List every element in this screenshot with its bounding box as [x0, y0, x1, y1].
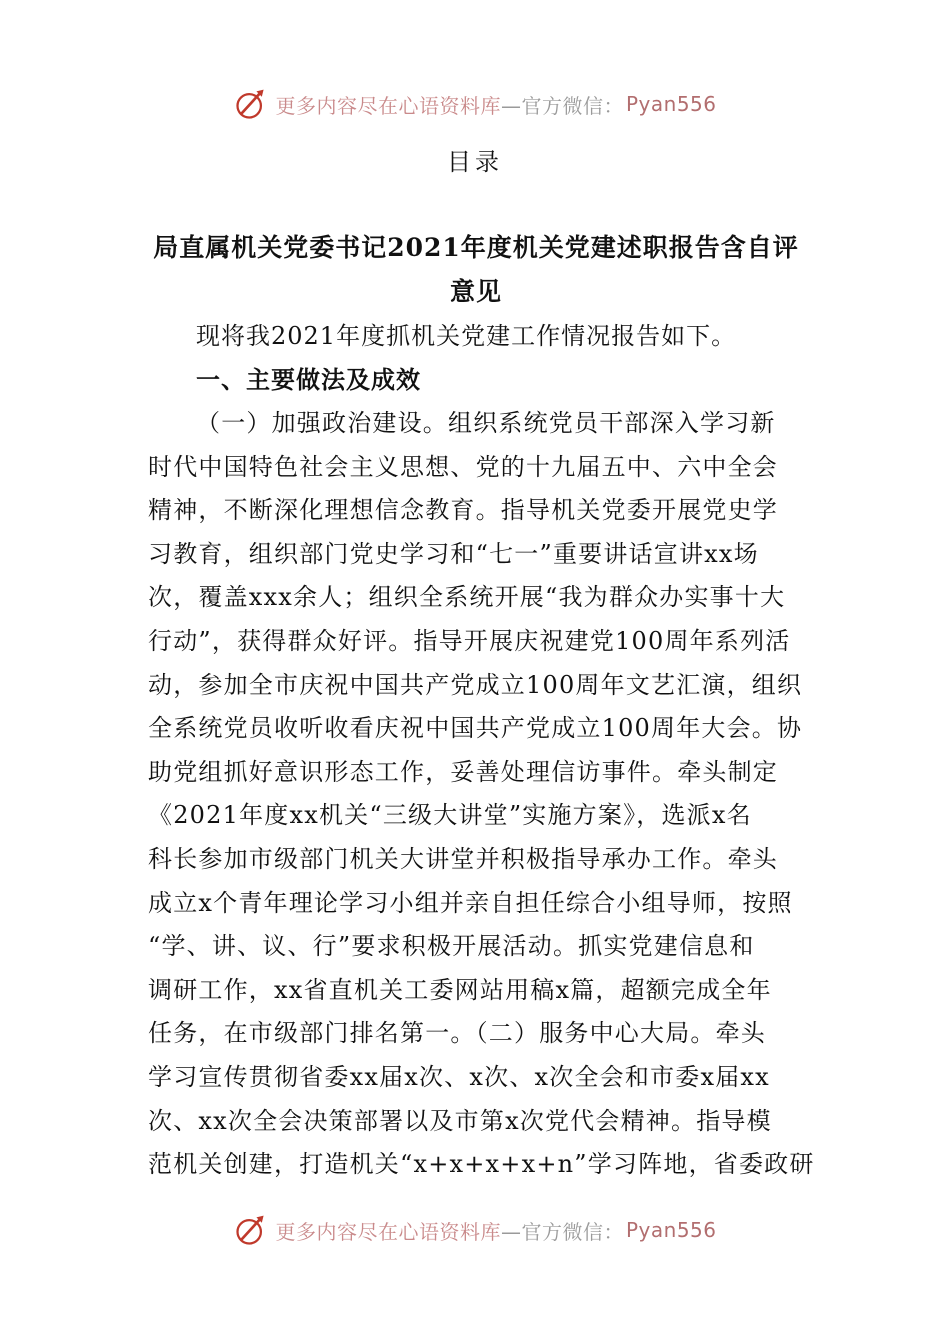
body-line: 时代中国特色社会主义思想、党的十九届五中、六中全会: [148, 452, 778, 481]
body-text: [148, 402, 815, 1187]
watermark-wechat-id: Pyan556: [625, 92, 717, 116]
toc-heading: 目录: [447, 148, 503, 176]
pen-circle-logo-icon: [233, 1212, 269, 1248]
body-line: 科长参加市级部门机关大讲堂并积极指导承办工作。牵头: [148, 844, 778, 873]
body-line: 成立x个青年理论学习小组并亲自担任综合小组导师，按照: [148, 888, 793, 917]
body-line: 任务，在市级部门排名第一。（二）服务中心大局。牵头: [148, 1019, 766, 1048]
body-line: 行动”，获得群众好评。指导开展庆祝建党100周年系列活: [148, 626, 791, 655]
intro-paragraph: 现将我2021年度抓机关党建工作情况报告如下。: [196, 322, 737, 350]
document-title: 局直属机关党委书记2021年度机关党建述职报告含自评意见: [153, 233, 799, 306]
body-line: 范机关创建，打造机关“x+x+x+x+n”学习阵地，省委政研: [148, 1150, 815, 1179]
watermark-main-text: 更多内容尽在心语资料库: [275, 93, 501, 118]
body-line: 调研工作，xx省直机关工委网站用稿x篇，超额完成全年: [148, 975, 772, 1004]
body-line: 助党组抓好意识形态工作，妥善处理信访事件。牵头制定: [148, 757, 778, 786]
watermark-main-text: 更多内容尽在心语资料库: [275, 1219, 501, 1244]
body-line: 次，覆盖xxx余人；组织全系统开展“我为群众办实事十大: [148, 583, 786, 612]
body-line: 次、xx次全会决策部署以及市第x次党代会精神。指导模: [148, 1106, 772, 1135]
body-line: “学、讲、议、行”要求积极开展活动。抓实党建信息和: [148, 932, 755, 961]
section-heading: 一、主要做法及成效: [196, 365, 421, 394]
body-line: 《2021年度xx机关“三级大讲堂”实施方案》，选派x名: [148, 801, 752, 830]
watermark-header: [0, 84, 950, 124]
body-line: 动，参加全市庆祝中国共产党成立100周年文艺汇演，组织: [148, 670, 803, 699]
watermark-sub-text: —官方微信：: [500, 93, 624, 118]
body-line: 精神，不断深化理想信念教育。指导机关党委开展党史学: [148, 496, 778, 525]
body-line: （一）加强政治建设。组织系统党员干部深入学习新: [196, 409, 776, 437]
body-line: 习教育，组织部门党史学习和“七一”重要讲话宣讲xx场: [148, 539, 759, 568]
pen-circle-logo-icon: [233, 86, 269, 122]
watermark-footer: [0, 1210, 950, 1250]
body-line: 全系统党员收听收看庆祝中国共产党成立100周年大会。协: [148, 714, 803, 743]
watermark-wechat-id: Pyan556: [625, 1218, 717, 1242]
body-line: 学习宣传贯彻省委xx届x次、x次、x次全会和市委x届xx: [148, 1062, 770, 1091]
watermark-sub-text: —官方微信：: [500, 1219, 624, 1244]
